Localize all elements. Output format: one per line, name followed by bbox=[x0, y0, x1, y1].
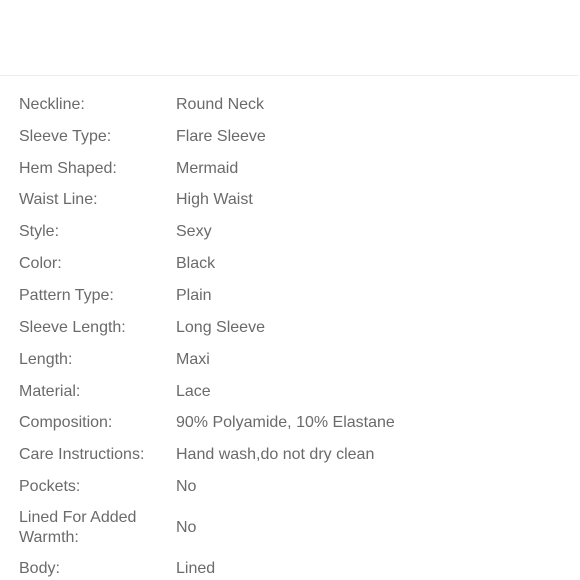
spec-row-pattern-type bbox=[19, 280, 559, 312]
spec-value: Maxi bbox=[176, 350, 210, 368]
spec-value: No bbox=[176, 518, 197, 536]
spec-row-composition bbox=[19, 407, 559, 439]
spec-value: No bbox=[176, 478, 197, 496]
spec-value: Lace bbox=[176, 382, 211, 400]
spec-value: Black bbox=[176, 255, 216, 273]
spec-value: Long Sleeve bbox=[176, 318, 265, 336]
spec-label: Pattern Type: bbox=[19, 286, 114, 304]
spec-label: Body: bbox=[19, 559, 60, 577]
spec-row-waist-line bbox=[19, 185, 559, 217]
spec-value: Lined bbox=[176, 559, 216, 577]
spec-row-color bbox=[19, 248, 559, 280]
spec-label: Neckline: bbox=[19, 95, 85, 113]
product-spec-table bbox=[19, 89, 559, 580]
spec-label: Lined For Added Warmth: bbox=[19, 508, 137, 546]
section-divider bbox=[0, 75, 578, 76]
spec-row-pockets bbox=[19, 471, 559, 503]
spec-value: Hand wash,do not dry clean bbox=[176, 446, 375, 464]
spec-value: High Waist bbox=[176, 191, 253, 209]
spec-label: Composition: bbox=[19, 414, 113, 432]
spec-label: Style: bbox=[19, 223, 60, 241]
spec-label: Material: bbox=[19, 382, 81, 400]
spec-label: Care Instructions: bbox=[19, 446, 145, 464]
spec-row-care-instructions bbox=[19, 439, 559, 471]
spec-value: 90% Polyamide, 10% Elastane bbox=[176, 414, 395, 432]
spec-row-hem-shaped bbox=[19, 153, 559, 185]
spec-value: Mermaid bbox=[176, 159, 239, 177]
top-blank-area bbox=[0, 0, 580, 75]
spec-label: Sleeve Length: bbox=[19, 318, 126, 336]
spec-row-length bbox=[19, 344, 559, 376]
spec-value: Plain bbox=[176, 286, 212, 304]
spec-row-body bbox=[19, 553, 559, 580]
spec-value: Sexy bbox=[176, 223, 212, 241]
spec-row-neckline bbox=[19, 89, 559, 121]
spec-row-style bbox=[19, 216, 559, 248]
spec-label: Sleeve Type: bbox=[19, 127, 112, 145]
spec-label: Color: bbox=[19, 255, 62, 273]
spec-row-sleeve-length bbox=[19, 312, 559, 344]
spec-label: Length: bbox=[19, 350, 73, 368]
spec-label: Waist Line: bbox=[19, 191, 98, 209]
spec-row-sleeve-type bbox=[19, 121, 559, 153]
spec-label: Pockets: bbox=[19, 478, 81, 496]
spec-label: Hem Shaped: bbox=[19, 159, 117, 177]
spec-row-material bbox=[19, 376, 559, 408]
spec-value: Flare Sleeve bbox=[176, 127, 266, 145]
spec-value: Round Neck bbox=[176, 95, 265, 113]
spec-row-lined-for-added-warmth bbox=[19, 503, 559, 553]
